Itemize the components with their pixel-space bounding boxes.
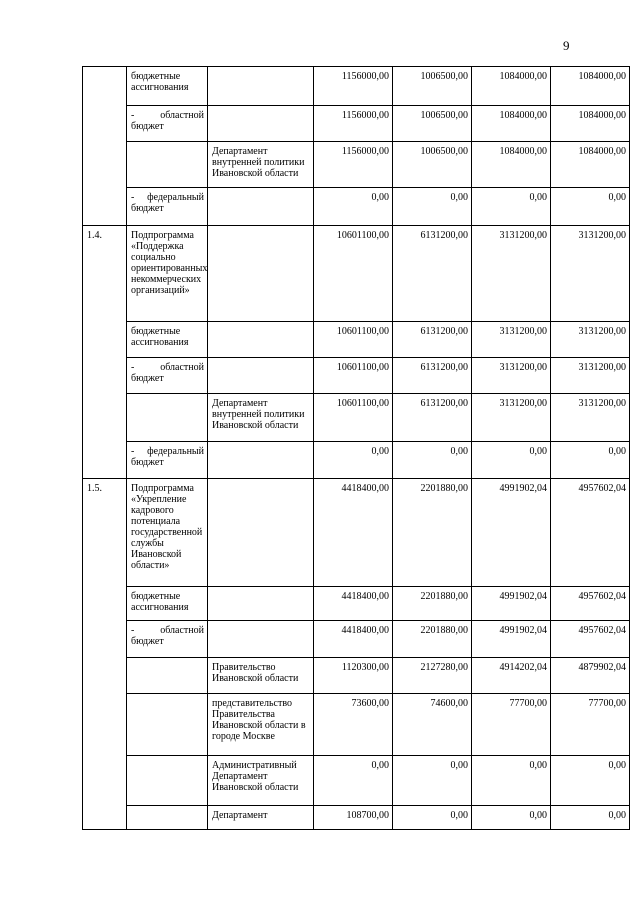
amount-cell: 10601100,00 bbox=[314, 394, 393, 442]
amount-cell: 1156000,00 bbox=[314, 142, 393, 188]
program-name-cell bbox=[127, 694, 208, 756]
amount-cell: 0,00 bbox=[393, 806, 472, 830]
amount-cell: 3131200,00 bbox=[551, 322, 630, 358]
program-name-cell bbox=[127, 658, 208, 694]
table-row bbox=[83, 587, 630, 621]
program-name-cell bbox=[127, 142, 208, 188]
program-name-cell: - областной бюджет bbox=[127, 621, 208, 658]
amount-cell: 1084000,00 bbox=[472, 67, 551, 106]
table-row bbox=[83, 394, 630, 442]
amount-cell: 4418400,00 bbox=[314, 621, 393, 658]
amount-cell: 0,00 bbox=[472, 756, 551, 806]
amount-cell: 10601100,00 bbox=[314, 226, 393, 322]
program-name-cell: бюджетные ассигнования bbox=[127, 67, 208, 106]
amount-cell: 10601100,00 bbox=[314, 358, 393, 394]
program-name-cell: бюджетные ассигнования bbox=[127, 322, 208, 358]
amount-cell: 0,00 bbox=[472, 806, 551, 830]
table-row bbox=[83, 658, 630, 694]
table-row bbox=[83, 756, 630, 806]
executor-cell bbox=[208, 587, 314, 621]
executor-cell: Департамент внутренней политики Ивановской области bbox=[208, 394, 314, 442]
amount-cell: 6131200,00 bbox=[393, 394, 472, 442]
executor-cell bbox=[208, 442, 314, 479]
executor-cell: Департамент внутренней политики Ивановской области bbox=[208, 142, 314, 188]
amount-cell: 4991902,04 bbox=[472, 479, 551, 587]
amount-cell: 4418400,00 bbox=[314, 587, 393, 621]
amount-cell: 0,00 bbox=[314, 756, 393, 806]
row-number-cell bbox=[83, 67, 127, 226]
amount-cell: 0,00 bbox=[551, 756, 630, 806]
amount-cell: 73600,00 bbox=[314, 694, 393, 756]
table-row bbox=[83, 694, 630, 756]
amount-cell: 10601100,00 bbox=[314, 322, 393, 358]
executor-cell bbox=[208, 106, 314, 142]
amount-cell: 1084000,00 bbox=[551, 67, 630, 106]
amount-cell: 6131200,00 bbox=[393, 322, 472, 358]
program-name-cell: - областной бюджет bbox=[127, 358, 208, 394]
amount-cell: 2201880,00 bbox=[393, 621, 472, 658]
amount-cell: 1084000,00 bbox=[472, 106, 551, 142]
amount-cell: 3131200,00 bbox=[472, 394, 551, 442]
table-row bbox=[83, 806, 630, 830]
amount-cell: 0,00 bbox=[314, 188, 393, 226]
program-name-cell bbox=[127, 756, 208, 806]
amount-cell: 3131200,00 bbox=[472, 322, 551, 358]
program-name-cell: - федеральный бюджет bbox=[127, 442, 208, 479]
amount-cell: 74600,00 bbox=[393, 694, 472, 756]
table-row bbox=[83, 621, 630, 658]
amount-cell: 4991902,04 bbox=[472, 587, 551, 621]
amount-cell: 0,00 bbox=[314, 442, 393, 479]
amount-cell: 3131200,00 bbox=[472, 226, 551, 322]
amount-cell: 1156000,00 bbox=[314, 106, 393, 142]
amount-cell: 1156000,00 bbox=[314, 67, 393, 106]
program-name-cell: Подпрограмма «Укрепление кадрового потенциала государственной службы Ивановской области» bbox=[127, 479, 208, 587]
amount-cell: 3131200,00 bbox=[551, 394, 630, 442]
amount-cell: 1006500,00 bbox=[393, 67, 472, 106]
amount-cell: 2127280,00 bbox=[393, 658, 472, 694]
executor-cell bbox=[208, 322, 314, 358]
table-row bbox=[83, 188, 630, 226]
amount-cell: 0,00 bbox=[472, 442, 551, 479]
executor-cell: Правительство Ивановской области bbox=[208, 658, 314, 694]
amount-cell: 3131200,00 bbox=[551, 226, 630, 322]
amount-cell: 2201880,00 bbox=[393, 479, 472, 587]
amount-cell: 0,00 bbox=[551, 188, 630, 226]
amount-cell: 77700,00 bbox=[551, 694, 630, 756]
executor-cell bbox=[208, 188, 314, 226]
program-name-cell bbox=[127, 394, 208, 442]
amount-cell: 1006500,00 bbox=[393, 142, 472, 188]
amount-cell: 1006500,00 bbox=[393, 106, 472, 142]
amount-cell: 0,00 bbox=[551, 442, 630, 479]
program-name-cell bbox=[127, 806, 208, 830]
executor-cell: представительство Правительства Ивановской области в городе Москве bbox=[208, 694, 314, 756]
amount-cell: 6131200,00 bbox=[393, 358, 472, 394]
amount-cell: 1084000,00 bbox=[472, 142, 551, 188]
amount-cell: 108700,00 bbox=[314, 806, 393, 830]
amount-cell: 3131200,00 bbox=[472, 358, 551, 394]
executor-cell bbox=[208, 358, 314, 394]
program-name-cell: Подпрограмма «Поддержка социально ориентированных некоммерческих организаций» bbox=[127, 226, 208, 322]
amount-cell: 0,00 bbox=[472, 188, 551, 226]
program-name-cell: бюджетные ассигнования bbox=[127, 587, 208, 621]
executor-cell bbox=[208, 226, 314, 322]
amount-cell: 0,00 bbox=[393, 188, 472, 226]
amount-cell: 0,00 bbox=[393, 756, 472, 806]
amount-cell: 4991902,04 bbox=[472, 621, 551, 658]
table-row bbox=[83, 142, 630, 188]
program-name-cell: - федеральный бюджет bbox=[127, 188, 208, 226]
row-number-cell: 1.4. bbox=[83, 226, 127, 479]
table-row bbox=[83, 358, 630, 394]
amount-cell: 4957602,04 bbox=[551, 587, 630, 621]
executor-cell bbox=[208, 479, 314, 587]
table-row bbox=[83, 226, 630, 322]
amount-cell: 0,00 bbox=[551, 806, 630, 830]
amount-cell: 1084000,00 bbox=[551, 142, 630, 188]
amount-cell: 4418400,00 bbox=[314, 479, 393, 587]
amount-cell: 1120300,00 bbox=[314, 658, 393, 694]
program-name-cell: - областной бюджет bbox=[127, 106, 208, 142]
executor-cell bbox=[208, 67, 314, 106]
table-row bbox=[83, 442, 630, 479]
budget-table bbox=[82, 66, 630, 830]
table-row bbox=[83, 106, 630, 142]
executor-cell: Департамент bbox=[208, 806, 314, 830]
amount-cell: 77700,00 bbox=[472, 694, 551, 756]
executor-cell: Административный Департамент Ивановской области bbox=[208, 756, 314, 806]
page-number: 9 bbox=[563, 38, 570, 53]
amount-cell: 4957602,04 bbox=[551, 479, 630, 587]
table-row bbox=[83, 67, 630, 106]
amount-cell: 4914202,04 bbox=[472, 658, 551, 694]
amount-cell: 6131200,00 bbox=[393, 226, 472, 322]
amount-cell: 4957602,04 bbox=[551, 621, 630, 658]
amount-cell: 1084000,00 bbox=[551, 106, 630, 142]
amount-cell: 0,00 bbox=[393, 442, 472, 479]
executor-cell bbox=[208, 621, 314, 658]
amount-cell: 4879902,04 bbox=[551, 658, 630, 694]
table-row bbox=[83, 322, 630, 358]
row-number-cell: 1.5. bbox=[83, 479, 127, 830]
amount-cell: 2201880,00 bbox=[393, 587, 472, 621]
table-row bbox=[83, 479, 630, 587]
amount-cell: 3131200,00 bbox=[551, 358, 630, 394]
